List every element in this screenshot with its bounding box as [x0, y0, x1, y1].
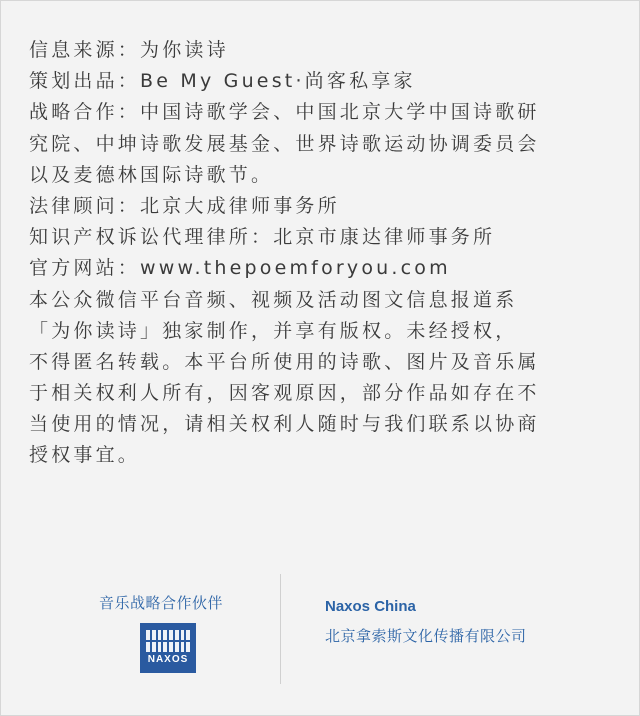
strategic-partners-line-1: 战略合作：中国诗歌学会、中国北京大学中国诗歌研 [29, 101, 540, 124]
partner-company: 北京拿索斯文化传播有限公司 [325, 627, 527, 645]
info-text-block [29, 35, 619, 472]
copyright-line-5: 当使用的情况，请相关权利人随时与我们联系以协商 [29, 413, 540, 436]
music-partner-label: 音乐战略合作伙伴 [99, 594, 224, 612]
ip-law-firm-line: 知识产权诉讼代理律所：北京市康达律师事务所 [29, 226, 496, 249]
strategic-partners-line-2: 究院、中坤诗歌发展基金、世界诗歌运动协调委员会 [29, 132, 540, 155]
naxos-logo-pattern [146, 630, 190, 652]
strategic-partners-line-3: 以及麦德林国际诗歌节。 [29, 163, 274, 186]
partner-name: Naxos China [325, 598, 416, 615]
official-website-line[interactable]: 官方网站：www.thepoemforyou.com [29, 257, 451, 280]
info-source-line: 信息来源：为你读诗 [29, 39, 229, 61]
copyright-line-2: 「为你读诗」独家制作，并享有版权。未经授权， [29, 319, 518, 342]
producer-line: 策划出品：Be My Guest·尚客私享家 [29, 70, 416, 93]
copyright-line-6: 授权事宜。 [29, 444, 141, 467]
naxos-logo-text: NAXOS [147, 654, 189, 665]
copyright-line-4: 于相关权利人所有，因客观原因，部分作品如存在不 [29, 382, 540, 405]
copyright-line-3: 不得匿名转载。本平台所使用的诗歌、图片及音乐属 [29, 350, 540, 373]
legal-counsel-line: 法律顾问：北京大成律师事务所 [29, 194, 340, 217]
partner-divider [280, 574, 281, 684]
naxos-logo-icon [140, 623, 196, 673]
copyright-line-1: 本公众微信平台音频、视频及活动图文信息报道系 [29, 288, 518, 311]
